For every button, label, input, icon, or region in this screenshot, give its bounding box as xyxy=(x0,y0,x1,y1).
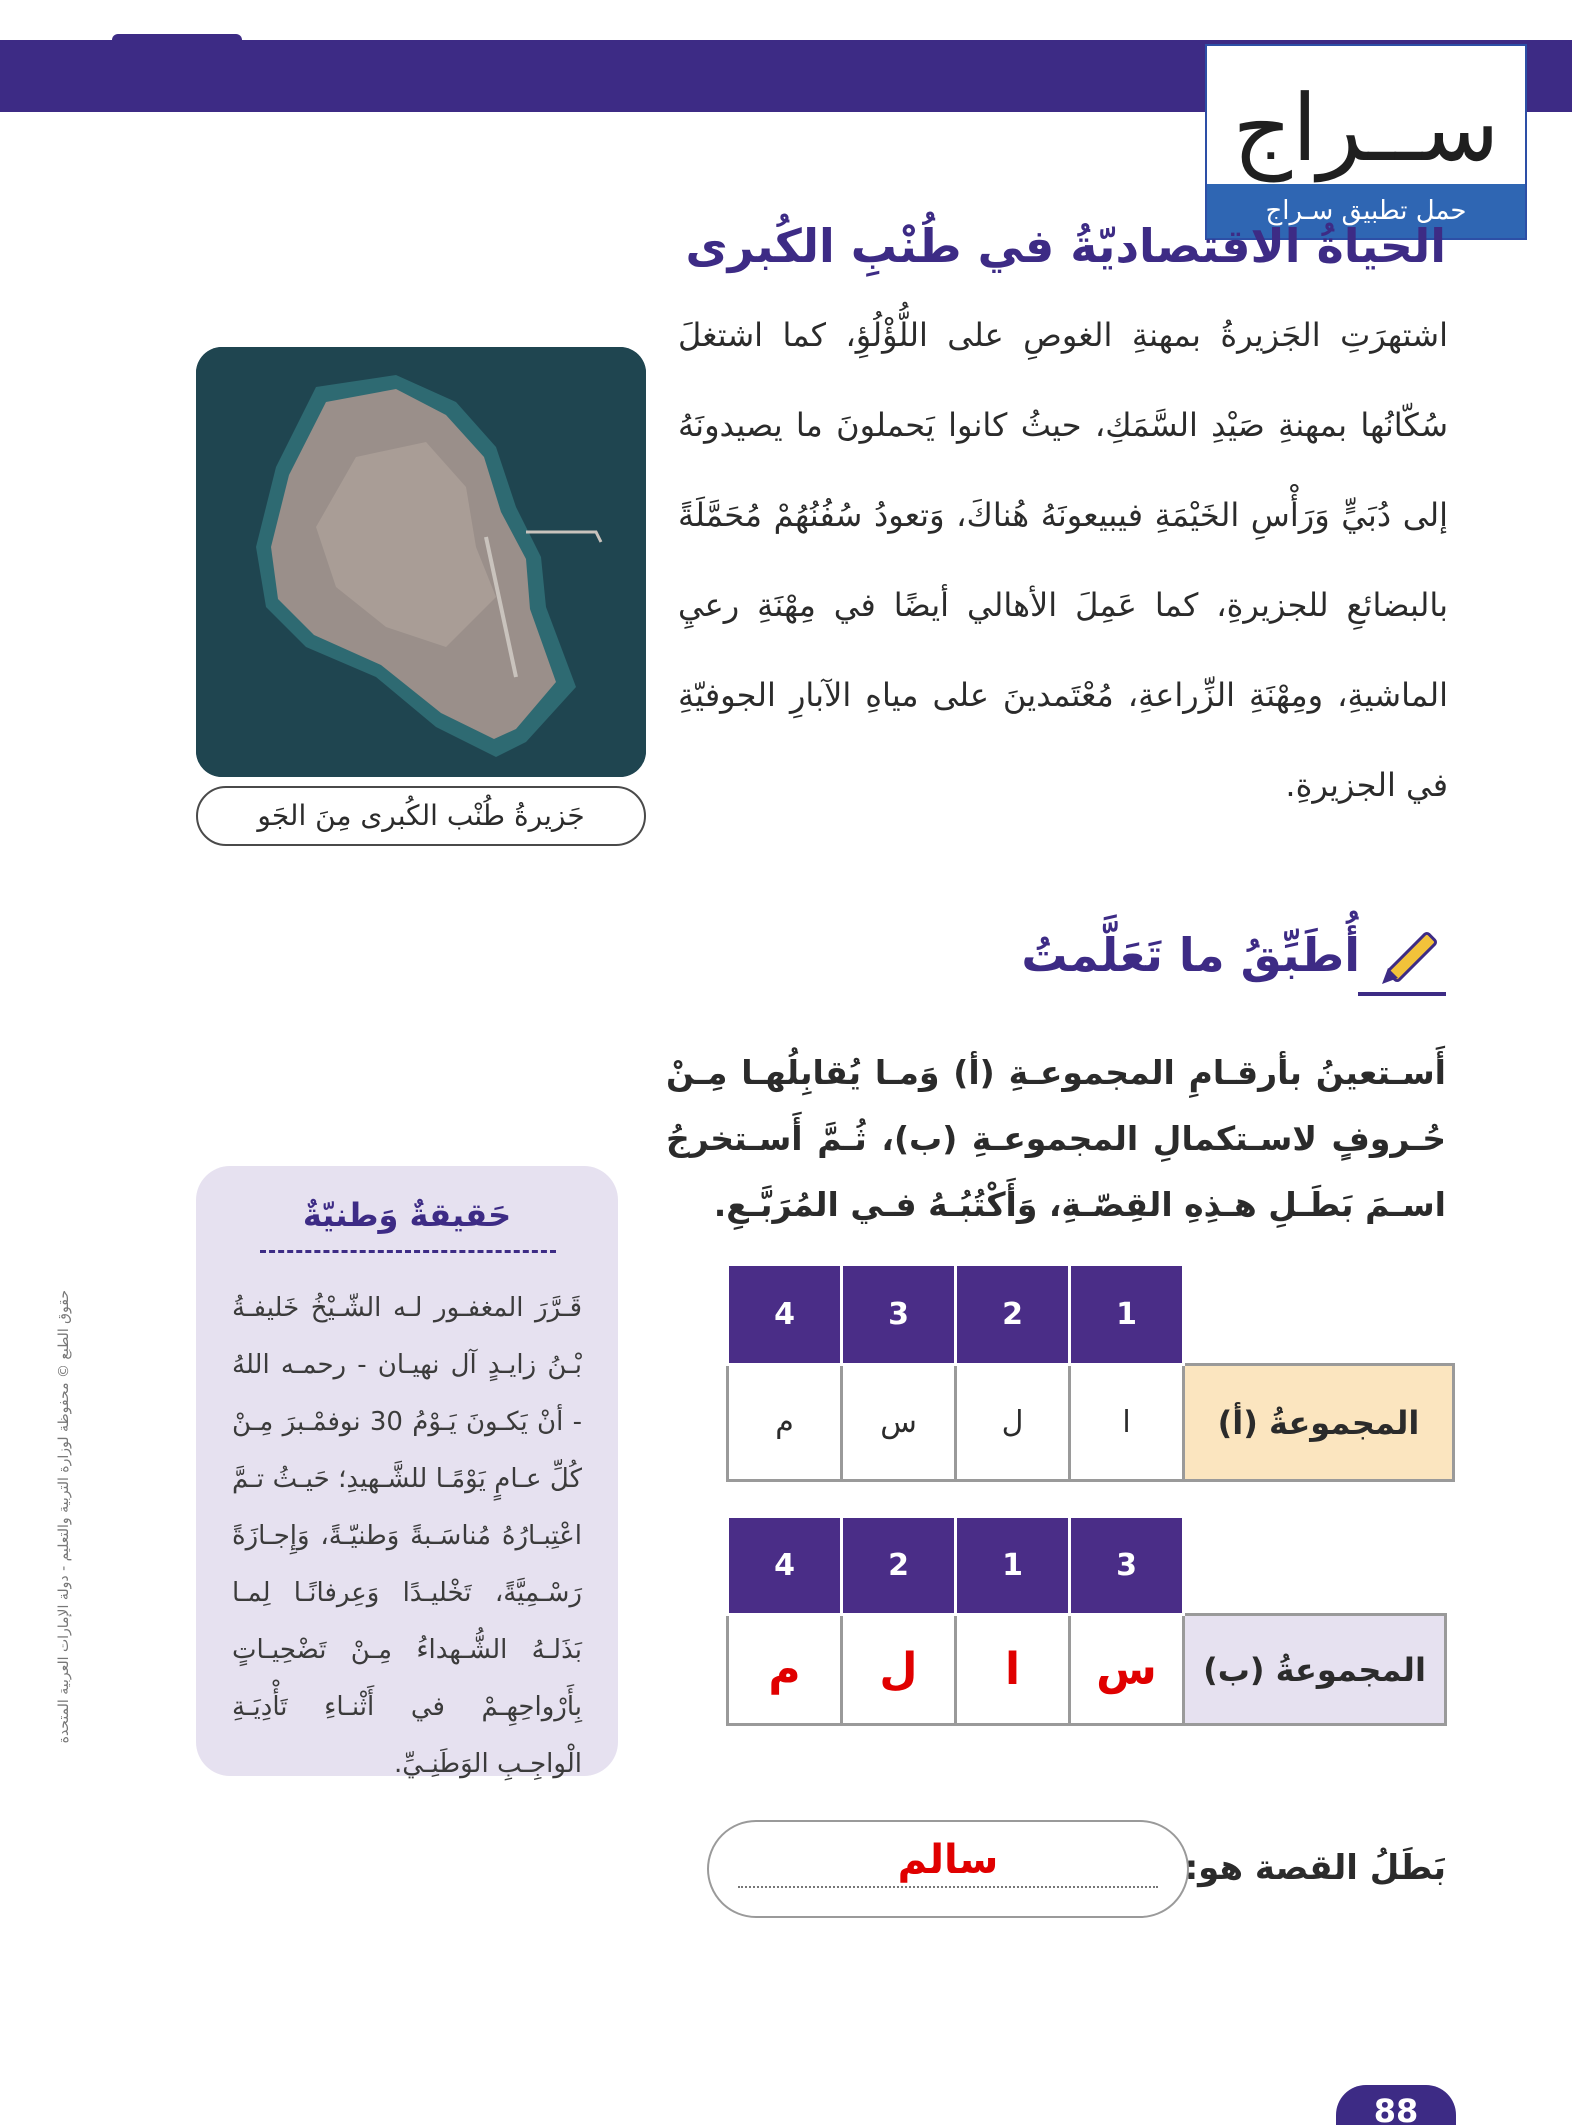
group-b-label: المجموعةُ (ب) xyxy=(1184,1615,1446,1725)
blank-cell xyxy=(1184,1265,1454,1365)
group-b-number: 3 xyxy=(1070,1517,1184,1615)
group-a-letter: م xyxy=(728,1365,842,1481)
group-b-answer[interactable]: س xyxy=(1070,1615,1184,1725)
photo-caption: جَزيرةُ طُنْب الكُبرى مِنَ الجَو xyxy=(196,786,646,846)
national-fact-box xyxy=(196,1166,618,1779)
exercise-instructions: أَسـتعينُ بأرقـامِ المجموعـةِ (أ) وَمـا يُقابِلُهـا مِـنْ حُـروفٍ لاسـتكمالِ المجموعـةِ (ب)، ثُـمَّ أَسـتخرجُ اسـمَ بَطَـلِ هـذِهِ القِصّـةِ، وَأَكْتُبُـهُ فـي المُرَبَّـعِ. xyxy=(666,1053,1446,1224)
group-b-table xyxy=(726,1515,1447,1726)
body-paragraph: اشتهرَتِ الجَزيرةُ بمهنةِ الغوصِ على اللُّؤْلُؤِ، كما اشتغلَ سُكّانُها بمهنةِ صَيْدِ السَّمَكِ، حيثُ كانوا يَحملونَ ما يصيدونَهُ إلى دُبَيٍّ وَرَأْسِ الخَيْمَةِ فيبيعونَهُ هُناكَ، وَتعودُ سُفُنُهُمْ مُحَمَّلَةً بالبضائعِ للجزيرةِ، كما عَمِلَ الأهالي أيضًا في مِهْنَةِ رعيِ الماشيةِ، ومِهْنَةِ الزِّراعةِ، مُعْتَمدينَ على مياهِ الآبارِ الجوفيّةِ في الجزيرةِ. xyxy=(678,316,1448,804)
apply-heading xyxy=(1021,915,1446,995)
fact-title-divider xyxy=(260,1250,556,1253)
copyright-note: حقوق الطبع © محفوظة لوزارة التربية والتعليم - دولة الإمارات العربية المتحدة xyxy=(56,1290,72,1744)
top-band-notch xyxy=(112,34,242,46)
group-b-number: 2 xyxy=(842,1517,956,1615)
group-a-label: المجموعةُ (أ) xyxy=(1184,1365,1454,1481)
section-title: الحياةُ الاقتصاديّةُ في طُنْبِ الكُبرى xyxy=(685,219,1446,273)
island-illustration xyxy=(196,347,646,777)
group-b-answer[interactable]: م xyxy=(728,1615,842,1725)
group-b-number: 1 xyxy=(956,1517,1070,1615)
pencil-icon xyxy=(1376,920,1446,990)
hero-label: بَطَلُ القصة هو: xyxy=(1184,1848,1446,1888)
fact-box-title: حَقيقةٌ وَطنيّةٌ xyxy=(302,1196,512,1234)
group-a-letter: ل xyxy=(956,1365,1070,1481)
heading-underline xyxy=(1358,992,1446,996)
group-b-number: 4 xyxy=(728,1517,842,1615)
blank-cell xyxy=(1184,1517,1446,1615)
apply-heading-text: أُطَبِّقُ ما تَعَلَّمتُ xyxy=(1021,928,1360,982)
group-a-table xyxy=(726,1263,1455,1482)
group-a-number: 1 xyxy=(1070,1265,1184,1365)
group-a-number: 3 xyxy=(842,1265,956,1365)
group-a-letter: ا xyxy=(1070,1365,1184,1481)
logo-word: ســراج xyxy=(1232,75,1500,182)
group-a-number: 2 xyxy=(956,1265,1070,1365)
logo-tagline: حمل تطبيق سـراج xyxy=(1207,184,1525,238)
group-a-number: 4 xyxy=(728,1265,842,1365)
group-b-answer[interactable]: ا xyxy=(956,1615,1070,1725)
page-number: 88 xyxy=(1336,2085,1456,2125)
hero-answer[interactable]: سالم xyxy=(897,1837,999,1883)
group-a-letter: س xyxy=(842,1365,956,1481)
fact-box-text: قَـرَّرَ المغفـور لـه الشّـيْخُ خَليفـةُ بْـنُ زايـدٍ آل نهيـان - رحمـه اللهُ - أنْ يَكـونَ يَـوْمُ 30 نوفمْـبرَ مِـنْ كُلِّ عـامٍ يَوْمًـا للشَّـهيدِ؛ حَيـثُ تـمَّ اعْتِبـارُهُ مُناسَـبةً وَطنيّـةً، وَإِجـازَةً رَسْـمِيَّةً، تَخْليـدًا وَعِرفانًـا لِمـا بَذَلـهُ الشُّـهداءُ مِـنْ تَضْحِيـاتٍ بِأَرْواحِهِـمْ في أَثْنـاءِ تَأْدِيَـةِ الْواجِـبِ الوَطَنِـيِّ. xyxy=(232,1293,582,1779)
island-aerial-photo xyxy=(196,347,646,777)
group-b-answer[interactable]: ل xyxy=(842,1615,956,1725)
